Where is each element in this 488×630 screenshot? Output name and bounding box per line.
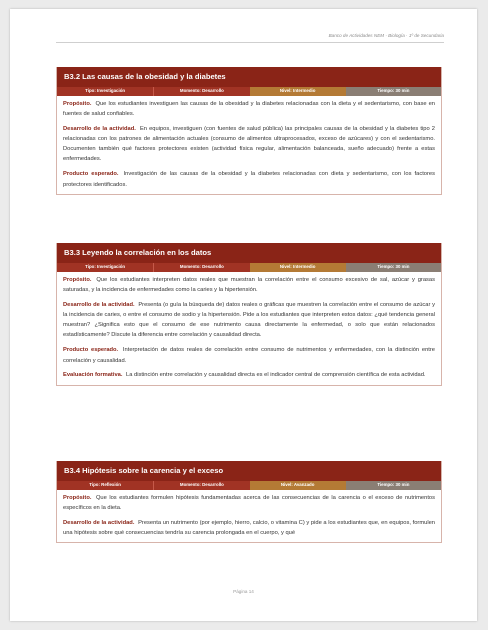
evaluacion-paragraph — [63, 370, 435, 380]
proposito-paragraph — [63, 99, 435, 120]
tag-tipo: Tipo: Reflexión — [57, 481, 153, 490]
tag-tiempo: Tiempo: 30 min — [346, 263, 441, 272]
paragraph-text: Que los estudiantes interpreten datos reales que muestran la correlación entre el consumo excesivo de sal, azúcar y grasas saturadas, y la incidencia de enfermedades como la caries y la hipertensión. — [63, 276, 435, 293]
proposito-paragraph — [63, 493, 435, 514]
tag-nivel: Nivel: Intermedio — [250, 263, 346, 272]
activity-title: B3.4 Hipótesis sobre la carencia y el exceso — [57, 461, 441, 481]
producto-paragraph — [63, 345, 435, 366]
document-page — [10, 9, 477, 621]
activity-card-b3-4 — [56, 461, 442, 543]
tag-nivel: Nivel: Intermedio — [250, 87, 346, 96]
paragraph-label: Desarrollo de la actividad. — [63, 301, 135, 308]
activity-body — [57, 96, 441, 194]
producto-paragraph — [63, 169, 435, 190]
tag-momento: Momento: Desarrollo — [153, 263, 249, 272]
paragraph-label: Desarrollo de la actividad. — [63, 519, 135, 526]
paragraph-text: Presenta un nutrimento (por ejemplo, hierro, calcio, o vitamina C) y pide a los estudiantes que, en equipos, formulen una hipótesis sobre qué consecuencias tendría su carencia prolongada en el cuerpo, y qué — [63, 519, 435, 536]
activity-title: B3.3 Leyendo la correlación en los datos — [57, 243, 441, 263]
paragraph-label: Propósito. — [63, 100, 92, 107]
paragraph-label: Propósito. — [63, 276, 92, 283]
header-rule — [56, 42, 444, 43]
running-header: Banco de Actividades NEM · Biología · 1º de Secundaria — [328, 33, 444, 38]
tag-nivel: Nivel: Avanzado — [250, 481, 346, 490]
paragraph-text: Investigación de las causas de la obesidad y la diabetes relacionadas con dieta y sedentarismo, con los factores protectores identificados. — [63, 171, 435, 188]
paragraph-text: Que los estudiantes formulen hipótesis fundamentadas acerca de las consecuencias de la carencia o el exceso de nutrimentos específicos en la dieta. — [63, 494, 435, 511]
activity-title: B3.2 Las causas de la obesidad y la diabetes — [57, 67, 441, 87]
activity-card-b3-3 — [56, 243, 442, 386]
tag-momento: Momento: Desarrollo — [153, 87, 249, 96]
paragraph-text: Presenta (o guía la búsqueda de) datos reales o gráficas que muestren la correlación entre el consumo de azúcar y la incidencia de caries, o entre el consumo de sodio y la hipertensión. Pide a los estudiantes que interpreten estos datos: ¿qué tendencia general muestran? ¿Significa esto que el consumo de ese nutrimento causa directamente la enfermedad, o solo que están relacionados estadísticamente? Discute la diferencia entre correlación y causalidad directa. — [63, 301, 435, 339]
paragraph-text: En equipos, investiguen (con fuentes de salud pública) las principales causas de la obesidad y la diabetes tipo 2 relacionadas con los patrones de alimentación actuales (consumo de alimentos ultraprocesados, exceso de azúcares) y con el sedentarismo. Documenten también qué factores protectores existen (actividad física regular, alimentación balanceada, sueño adecuado) frente a estas enfermedades. — [63, 125, 435, 163]
activity-tags — [57, 263, 441, 272]
activity-tags — [57, 481, 441, 490]
desarrollo-paragraph — [63, 300, 435, 341]
paragraph-label: Producto esperado. — [63, 171, 119, 178]
desarrollo-paragraph — [63, 518, 435, 539]
tag-tipo: Tipo: Investigación — [57, 87, 153, 96]
activity-body — [57, 490, 441, 543]
proposito-paragraph — [63, 275, 435, 296]
paragraph-label: Producto esperado. — [63, 347, 119, 354]
paragraph-text: Que los estudiantes investiguen las causas de la obesidad y la diabetes relacionadas con la dieta y el sedentarismo, con base en fuentes de salud confiables. — [63, 100, 435, 117]
page-number: Página 14 — [233, 589, 254, 594]
tag-momento: Momento: Desarrollo — [153, 481, 249, 490]
activity-card-b3-2 — [56, 67, 442, 195]
paragraph-label: Propósito. — [63, 494, 92, 501]
paragraph-text: Interpretación de datos reales de correlación entre consumo de nutrimentos y enfermedades, con la distinción entre correlación y causalidad. — [63, 347, 435, 364]
paragraph-text: La distinción entre correlación y causalidad directa es el indicador central de comprensión científica de esta actividad. — [126, 372, 426, 379]
activity-body — [57, 272, 441, 385]
paragraph-label: Desarrollo de la actividad. — [63, 125, 136, 132]
desarrollo-paragraph — [63, 124, 435, 165]
tag-tiempo: Tiempo: 30 min — [346, 87, 441, 96]
paragraph-label: Evaluación formativa. — [63, 372, 123, 379]
tag-tiempo: Tiempo: 30 min — [346, 481, 441, 490]
tag-tipo: Tipo: Investigación — [57, 263, 153, 272]
activity-tags — [57, 87, 441, 96]
